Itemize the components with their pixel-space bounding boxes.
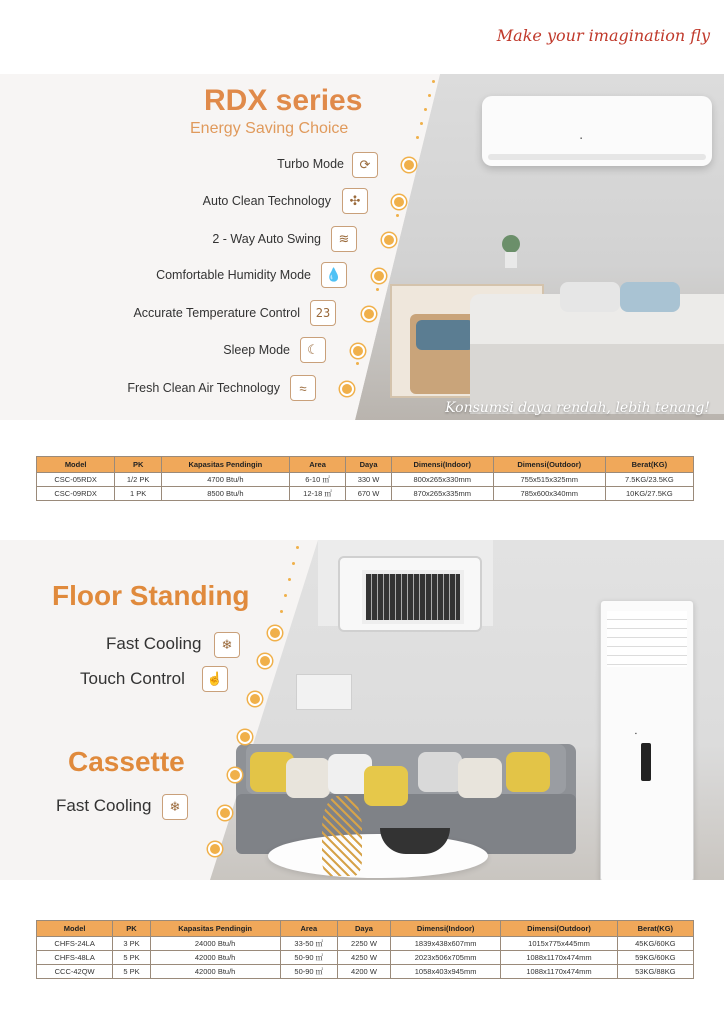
bullet-dot [372,269,386,283]
feature-label: Accurate Temperature Control [133,306,300,320]
feature-label: Fast Cooling [56,796,152,815]
column-header: Dimensi(Outdoor) [493,457,605,473]
ac-brand-mark: ▪ [580,136,583,142]
floor-unit-brand-mark: ▪ [635,731,637,737]
feature-label: Turbo Mode [277,157,344,171]
table-cell: 670 W [346,487,391,501]
tagline: Make your imagination fly [496,26,710,45]
table-cell: 10KG/27.5KG [605,487,693,501]
decor-dot [376,288,379,291]
table-cell: 4200 W [338,965,391,979]
table-cell: 1058x403x945mm [390,965,500,979]
ac-vent [488,154,706,160]
table-cell: 1088x1170x474mm [501,965,617,979]
droplet-icon: 💧 [321,262,347,288]
table-row [37,487,694,501]
feature-label: 2 - Way Auto Swing [212,232,321,246]
feature-label: Touch Control [80,669,185,688]
bullet-dot [340,382,354,396]
swing-icon: ≋ [331,226,357,252]
decor-dot [296,546,299,549]
bullet-dot [268,626,282,640]
table-row [37,951,694,965]
column-header: PK [113,921,150,937]
table-cell: 12-18 ㎡ [289,487,346,501]
bullet-dot [238,730,252,744]
coffee-table-image [268,834,488,878]
bed-image [470,294,724,414]
promo-text: Konsumsi daya rendah, lebih tenang! [445,400,710,416]
table-row [37,473,694,487]
table-cell: 24000 Btu/h [150,937,280,951]
decor-dot [292,562,295,565]
table-cell: 8500 Btu/h [161,487,289,501]
table-cell: 1015x775x445mm [501,937,617,951]
table-cell: CHFS-24LA [37,937,113,951]
table-cell: 870x265x335mm [391,487,493,501]
table-header-row [37,921,694,937]
table-cell: 42000 Btu/h [150,965,280,979]
bullet-dot [351,344,365,358]
rdx-spec-table [36,456,694,501]
column-header: Daya [338,921,391,937]
fast-cooling-icon: ❄ [162,794,188,820]
cassette-title: Cassette [68,746,185,777]
floor-standing-title: Floor Standing [52,580,250,611]
table-cell: 42000 Btu/h [150,951,280,965]
column-header: Daya [346,457,391,473]
column-header: Kapasitas Pendingin [161,457,289,473]
decor-dot [424,108,427,111]
feature-label: Fresh Clean Air Technology [127,381,280,395]
table-cell: CSC-09RDX [37,487,115,501]
column-header: Dimensi(Indoor) [390,921,500,937]
vase-image [322,796,362,876]
rdx-section [0,74,724,420]
decor-dot [396,214,399,217]
column-header: Model [37,457,115,473]
table-cell: 5 PK [113,951,150,965]
decor-dot [288,578,291,581]
bullet-dot [402,158,416,172]
table-cell: 4250 W [338,951,391,965]
table-cell: 800x265x330mm [391,473,493,487]
table-cell: 2023x506x705mm [390,951,500,965]
touch-icon: ☝ [202,666,228,692]
fan-icon: ✣ [342,188,368,214]
table-cell: 50-90 ㎡ [280,951,338,965]
moon-icon: ☾ [300,337,326,363]
table-cell: 755x515x325mm [493,473,605,487]
decor-dot [428,94,431,97]
turbo-icon: ⟳ [352,152,378,178]
table-cell: 4700 Btu/h [161,473,289,487]
rdx-subtitle: Energy Saving Choice [190,120,349,137]
table-cell: 785x600x340mm [493,487,605,501]
decor-dot [420,122,423,125]
wall-ac-unit-image [482,96,712,166]
bullet-dot [248,692,262,706]
table-row [37,937,694,951]
column-header: Model [37,921,113,937]
rdx-title: RDX series [204,84,363,117]
decor-dot [416,136,419,139]
table-header-row [37,457,694,473]
decor-dot [280,610,283,613]
table-cell: 6-10 ㎡ [289,473,346,487]
temperature-icon: 23 [310,300,336,326]
plant-image [500,234,522,270]
table-cell: 3 PK [113,937,150,951]
bullet-dot [218,806,232,820]
table-cell: 7.5KG/23.5KG [605,473,693,487]
table-cell: 33-50 ㎡ [280,937,338,951]
table-cell: CCC-42QW [37,965,113,979]
airflow-icon: ≈ [290,375,316,401]
bullet-dot [392,195,406,209]
table-cell: 2250 W [338,937,391,951]
bullet-dot [382,233,396,247]
table-cell: 1 PK [115,487,162,501]
table-cell: CSC-05RDX [37,473,115,487]
decor-dot [356,362,359,365]
column-header: Area [289,457,346,473]
table-cell: 1/2 PK [115,473,162,487]
column-header: Dimensi(Outdoor) [501,921,617,937]
feature-label: Fast Cooling [106,634,202,653]
table-cell: CHFS-48LA [37,951,113,965]
table-cell: 1839x438x607mm [390,937,500,951]
table-cell: 45KG/60KG [617,937,693,951]
table-cell: 1088x1170x474mm [501,951,617,965]
floor-cassette-spec-table [36,920,694,979]
table-cell: 5 PK [113,965,150,979]
column-header: Berat(KG) [617,921,693,937]
table-cell: 330 W [346,473,391,487]
column-header: Kapasitas Pendingin [150,921,280,937]
column-header: Area [280,921,338,937]
table-cell: 50-90 ㎡ [280,965,338,979]
table-cell: 59KG/60KG [617,951,693,965]
feature-label: Auto Clean Technology [202,194,331,208]
table-row [37,965,694,979]
column-header: Berat(KG) [605,457,693,473]
column-header: PK [115,457,162,473]
table-cell: 53KG/88KG [617,965,693,979]
bullet-dot [208,842,222,856]
wall-picture-image [296,674,352,710]
fast-cooling-icon: ❄ [214,632,240,658]
bullet-dot [258,654,272,668]
bullet-dot [362,307,376,321]
cassette-ac-image [338,556,482,632]
column-header: Dimensi(Indoor) [391,457,493,473]
floor-standing-ac-image [600,600,694,880]
feature-label: Sleep Mode [223,343,290,357]
decor-dot [432,80,435,83]
bullet-dot [228,768,242,782]
floor-cassette-section [0,540,724,880]
feature-label: Comfortable Humidity Mode [156,268,311,282]
decor-dot [284,594,287,597]
